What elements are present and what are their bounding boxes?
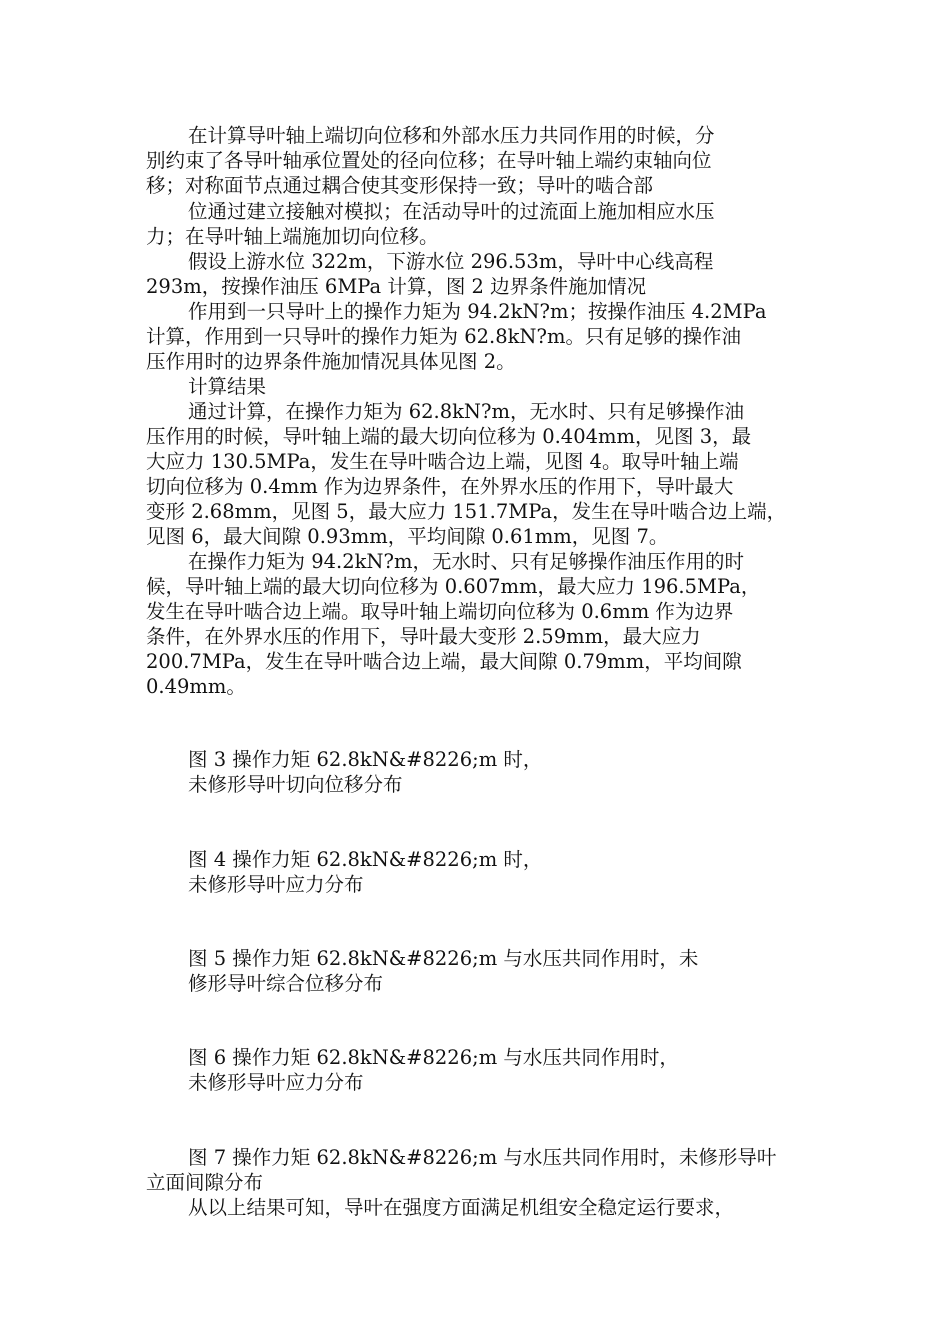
text-line: 计算，作用到一只导叶的操作力矩为 62.8kN?m。只有足够的操作油 (146, 325, 741, 348)
text-line: 切向位移为 0.4mm 作为边界条件，在外界水压的作用下，导叶最大 (146, 475, 734, 498)
text-line: 位通过建立接触对模拟；在活动导叶的过流面上施加相应水压 (188, 200, 715, 223)
figure-5-caption: 图 5 操作力矩 62.8kN&#8226;m 与水压共同作用时，未 (188, 947, 699, 970)
figure-3-caption: 图 3 操作力矩 62.8kN&#8226;m 时， (188, 748, 543, 771)
figure-7-caption: 图 7 操作力矩 62.8kN&#8226;m 与水压共同作用时，未修形导叶 (188, 1146, 777, 1169)
text-line: 假设上游水位 322m，下游水位 296.53m，导叶中心线高程 (188, 250, 714, 273)
text-line: 条件，在外界水压的作用下，导叶最大变形 2.59mm，最大应力 (146, 625, 701, 648)
text-line: 力；在导叶轴上端施加切向位移。 (146, 225, 439, 248)
text-line: 压作用时的边界条件施加情况具体见图 2。 (146, 350, 516, 373)
text-line: 移；对称面节点通过耦合使其变形保持一致；导叶的啮合部 (146, 174, 654, 197)
text-line: 200.7MPa，发生在导叶啮合边上端，最大间隙 0.79mm，平均间隙 (146, 650, 742, 673)
text-line: 见图 6，最大间隙 0.93mm，平均间隙 0.61mm，见图 7。 (146, 525, 669, 548)
figure-6-caption: 图 6 操作力矩 62.8kN&#8226;m 与水压共同作用时， (188, 1046, 679, 1069)
section-heading: 计算结果 (188, 375, 267, 398)
figure-4-caption: 未修形导叶应力分布 (188, 873, 364, 896)
figure-3-caption: 未修形导叶切向位移分布 (188, 773, 403, 796)
text-line: 通过计算，在操作力矩为 62.8kN?m，无水时、只有足够操作油 (188, 400, 744, 423)
text-line: 发生在导叶啮合边上端。取导叶轴上端切向位移为 0.6mm 作为边界 (146, 600, 734, 623)
figure-4-caption: 图 4 操作力矩 62.8kN&#8226;m 时， (188, 848, 543, 871)
figure-7-caption: 立面间隙分布 (146, 1171, 264, 1194)
text-line: 0.49mm。 (146, 675, 246, 698)
text-line: 候，导叶轴上端的最大切向位移为 0.607mm，最大应力 196.5MPa， (146, 575, 761, 598)
figure-6-caption: 未修形导叶应力分布 (188, 1071, 364, 1094)
text-line: 大应力 130.5MPa，发生在导叶啮合边上端，见图 4。取导叶轴上端 (146, 450, 739, 473)
text-line: 变形 2.68mm，见图 5，最大应力 151.7MPa，发生在导叶啮合边上端， (146, 500, 787, 523)
text-line: 从以上结果可知，导叶在强度方面满足机组安全稳定运行要求， (188, 1196, 735, 1219)
text-line: 作用到一只导叶上的操作力矩为 94.2kN?m；按操作油压 4.2MPa (188, 300, 767, 323)
text-line: 压作用的时候，导叶轴上端的最大切向位移为 0.404mm，见图 3，最 (146, 425, 752, 448)
text-line: 在操作力矩为 94.2kN?m，无水时、只有足够操作油压作用的时 (188, 550, 744, 573)
figure-5-caption: 修形导叶综合位移分布 (188, 972, 384, 995)
text-line: 在计算导叶轴上端切向位移和外部水压力共同作用的时候，分 (188, 124, 715, 147)
text-line: 293m，按操作油压 6MPa 计算，图 2 边界条件施加情况 (146, 275, 647, 298)
text-line: 别约束了各导叶轴承位置处的径向位移；在导叶轴上端约束轴向位 (146, 149, 712, 172)
